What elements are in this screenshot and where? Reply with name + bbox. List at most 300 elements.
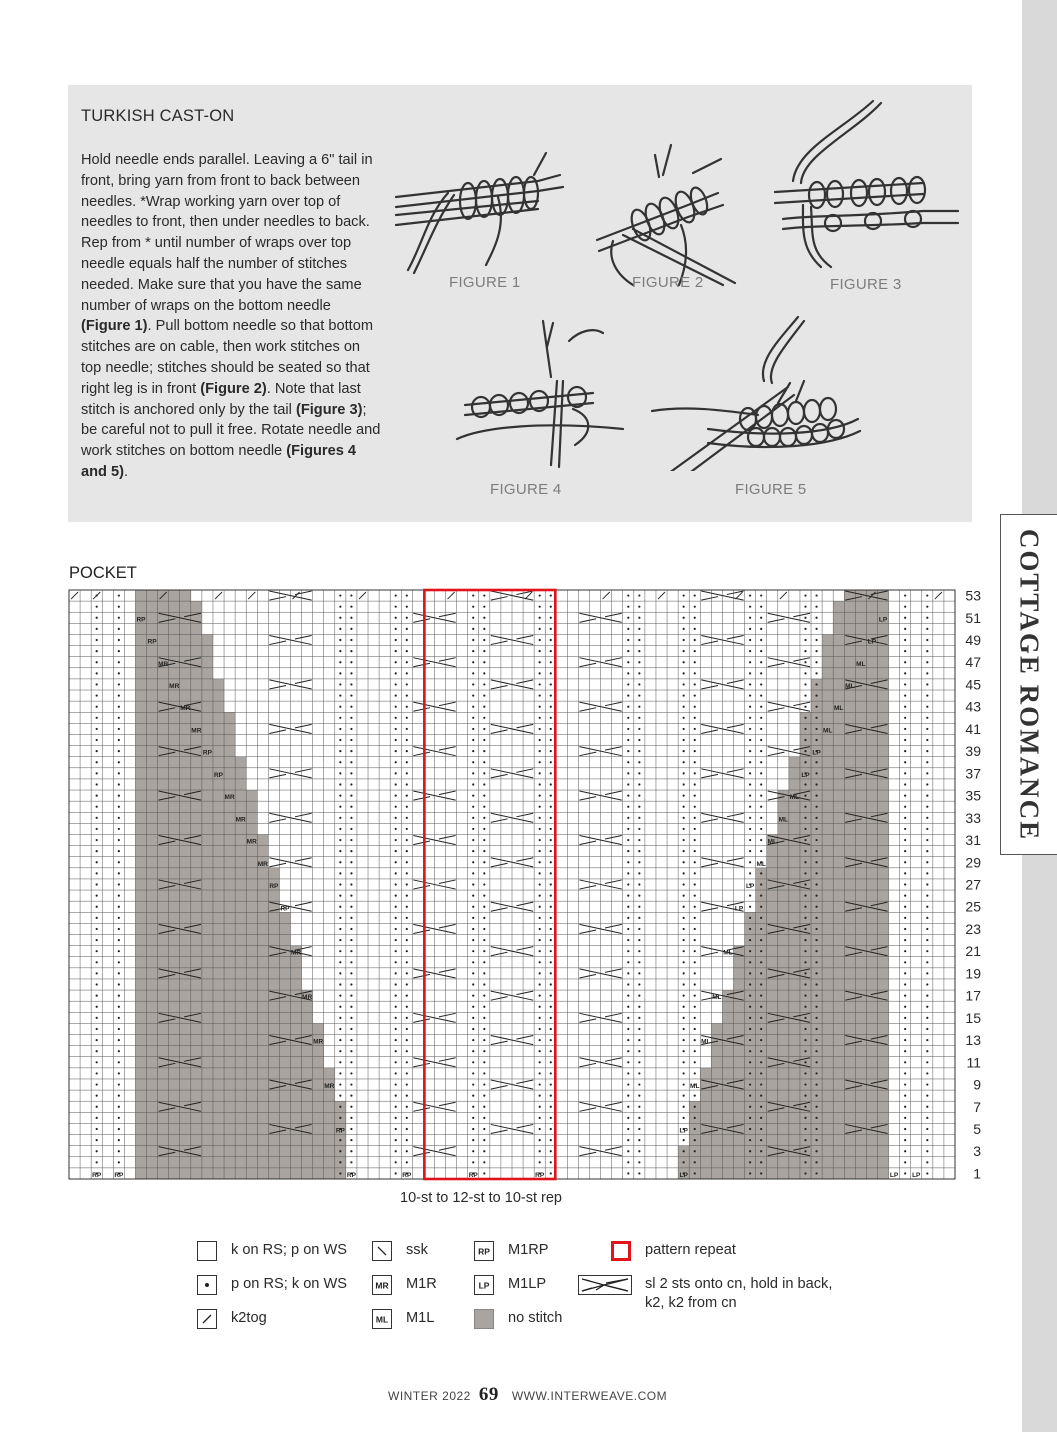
purl-dot [406,817,408,819]
purl-dot [804,672,806,674]
purl-dot [406,928,408,930]
purl-dot [339,1150,341,1152]
purl-dot [395,672,397,674]
purl-dot [904,1172,906,1174]
purl-dot [350,772,352,774]
purl-dot [395,1161,397,1163]
purl-dot [96,839,98,841]
purl-dot [804,983,806,985]
purl-dot [406,717,408,719]
no-stitch-cell [135,890,279,901]
purl-dot [472,1017,474,1019]
purl-dot [550,861,552,863]
purl-dot [749,806,751,808]
purl-dot [483,1095,485,1097]
purl-dot [749,683,751,685]
purl-dot [749,650,751,652]
purl-dot [96,872,98,874]
purl-dot [627,995,629,997]
purl-dot [760,683,762,685]
purl-dot [683,694,685,696]
purl-dot [638,961,640,963]
purl-dot [749,617,751,619]
purl-dot [694,917,696,919]
purl-dot [472,672,474,674]
purl-dot [406,1039,408,1041]
purl-dot [904,872,906,874]
purl-dot [749,983,751,985]
purl-dot [749,661,751,663]
purl-dot [638,1028,640,1030]
no-stitch-cell [135,1035,323,1046]
purl-dot [550,694,552,696]
purl-dot [904,728,906,730]
purl-dot [395,1072,397,1074]
purl-dot [749,1095,751,1097]
purl-dot [904,672,906,674]
purl-dot [550,628,552,630]
row-number: 33 [965,809,981,826]
purl-dot [804,895,806,897]
purl-dot [395,1006,397,1008]
purl-dot [550,617,552,619]
purl-dot [395,772,397,774]
purl-dot [550,1006,552,1008]
purl-dot [472,683,474,685]
purl-dot [683,1083,685,1085]
purl-dot [395,1139,397,1141]
purl-dot [749,639,751,641]
purl-dot [395,683,397,685]
purl-dot [339,639,341,641]
purl-dot [406,1072,408,1074]
legend-purl-label: p on RS; k on WS [231,1276,347,1292]
purl-dot [683,806,685,808]
purl-dot [118,706,120,708]
purl-dot [339,1006,341,1008]
purl-dot [804,1050,806,1052]
purl-dot [804,1095,806,1097]
chart-title: POCKET [69,564,137,582]
purl-dot [350,917,352,919]
purl-dot [904,1117,906,1119]
purl-dot [550,650,552,652]
purl-dot [406,639,408,641]
purl-dot [694,750,696,752]
purl-dot [350,617,352,619]
panel-title: TURKISH CAST-ON [81,107,235,125]
purl-dot [760,706,762,708]
purl-dot [406,839,408,841]
purl-dot [395,1017,397,1019]
purl-dot [395,783,397,785]
purl-dot [483,839,485,841]
purl-dot [350,1139,352,1141]
row-number: 39 [965,743,981,760]
increase-label: RP [535,1172,545,1179]
purl-dot [472,1128,474,1130]
purl-dot [683,683,685,685]
purl-dot [683,1150,685,1152]
purl-dot [539,917,541,919]
purl-dot [118,594,120,596]
purl-dot [472,594,474,596]
purl-dot [760,939,762,941]
purl-dot [350,739,352,741]
purl-dot [118,950,120,952]
purl-dot [904,750,906,752]
purl-dot [118,1072,120,1074]
svg-text:MR: MR [375,1280,389,1291]
purl-dot [395,628,397,630]
instruction-text: Hold needle ends parallel. Leaving a 6" tail in front, bring yarn from front to back between needles. *Wrap working yarn over top of needles to front, then under needles to back. Rep from * until number of wraps over top needle equals half the number of stitches needed. Make sure that you have the same number of wraps on the bottom needle [81,152,373,314]
purl-dot [118,1161,120,1163]
instruction-text: . [123,463,129,480]
purl-dot [339,683,341,685]
purl-dot [638,1128,640,1130]
purl-dot [749,1050,751,1052]
purl-dot [760,1083,762,1085]
purl-dot [627,739,629,741]
purl-dot [483,639,485,641]
purl-dot [749,1139,751,1141]
row-number: 13 [965,1032,981,1049]
row-number: 21 [965,943,981,960]
purl-dot [539,861,541,863]
purl-dot [926,728,928,730]
purl-dot [627,828,629,830]
purl-dot [483,1106,485,1108]
purl-dot [96,717,98,719]
purl-dot [539,906,541,908]
purl-dot [804,594,806,596]
purl-dot [483,861,485,863]
purl-dot [904,806,906,808]
increase-label: RP [147,638,157,646]
purl-dot [118,806,120,808]
purl-dot [96,1028,98,1030]
purl-dot [539,728,541,730]
purl-dot [96,828,98,830]
purl-dot [904,1072,906,1074]
purl-dot [472,1039,474,1041]
purl-dot [550,728,552,730]
purl-dot [627,972,629,974]
purl-dot [118,1117,120,1119]
purl-dot [815,828,817,830]
purl-dot [395,839,397,841]
purl-dot [550,606,552,608]
purl-dot [804,995,806,997]
no-stitch-cell [135,746,235,757]
m1r-key-icon [372,1275,392,1295]
purl-dot [339,1106,341,1108]
purl-dot [638,1150,640,1152]
purl-dot [395,872,397,874]
purl-dot [627,672,629,674]
purl-dot [638,1106,640,1108]
purl-dot [683,917,685,919]
no-stitch-cell [135,723,235,734]
purl-dot [539,806,541,808]
purl-dot [350,750,352,752]
purl-dot [926,1172,928,1174]
purl-dot [472,839,474,841]
purl-dot [339,1028,341,1030]
purl-dot [118,906,120,908]
purl-dot [472,817,474,819]
purl-dot [395,1117,397,1119]
increase-label: ML [723,949,733,957]
svg-text:RP: RP [478,1246,490,1257]
purl-dot [483,650,485,652]
purl-dot [926,706,928,708]
purl-dot [339,806,341,808]
purl-dot [904,950,906,952]
purl-dot [395,961,397,963]
purl-dot [339,694,341,696]
purl-dot [760,1006,762,1008]
purl-dot [118,883,120,885]
purl-dot [749,1072,751,1074]
purl-dot [804,739,806,741]
legend-cable-label: sl 2 sts onto cn, hold in back, k2, k2 from cn [645,1276,833,1311]
purl-dot [904,772,906,774]
row-number: 31 [965,832,981,849]
increase-label: LP [679,1172,688,1179]
purl-dot [638,995,640,997]
purl-dot [406,783,408,785]
purl-dot [118,928,120,930]
row-number: 11 [966,1054,981,1071]
purl-dot [683,672,685,674]
row-number: 51 [965,609,981,626]
purl-dot [350,861,352,863]
purl-dot [472,1072,474,1074]
purl-dot [683,606,685,608]
purl-dot [406,806,408,808]
purl-dot [483,683,485,685]
increase-label: MR [235,816,246,824]
purl-dot [395,594,397,596]
knit-key-icon [197,1241,217,1261]
purl-dot [638,817,640,819]
purl-dot [683,794,685,796]
purl-dot [760,983,762,985]
section-tab [1000,514,1057,855]
purl-dot [350,694,352,696]
purl-dot [339,739,341,741]
purl-dot [749,1083,751,1085]
purl-dot [926,650,928,652]
purl-dot [760,1150,762,1152]
purl-dot [749,1006,751,1008]
purl-key-icon [197,1275,217,1295]
purl-dot [483,806,485,808]
purl-dot [760,1028,762,1030]
purl-dot [395,883,397,885]
purl-dot [815,806,817,808]
purl-dot [694,761,696,763]
footer-issue: WINTER 2022 [388,1389,471,1403]
purl-dot [550,750,552,752]
purl-dot [406,739,408,741]
purl-dot [926,828,928,830]
purl-dot [815,1050,817,1052]
purl-dot [926,1128,928,1130]
figure-1-label: FIGURE 1 [449,274,521,291]
purl-dot [550,839,552,841]
purl-dot [118,672,120,674]
purl-dot [472,617,474,619]
purl-dot [406,850,408,852]
purl-dot [118,828,120,830]
purl-dot [96,694,98,696]
purl-dot [395,850,397,852]
purl-dot [694,694,696,696]
purl-dot [96,883,98,885]
purl-dot [550,817,552,819]
purl-dot [694,1095,696,1097]
purl-dot [96,683,98,685]
purl-dot [339,1072,341,1074]
purl-dot [749,861,751,863]
purl-dot [539,1128,541,1130]
purl-dot [627,750,629,752]
purl-dot [760,1161,762,1163]
purl-dot [638,739,640,741]
no-stitch-cell [135,1112,345,1123]
increase-label: ML [701,1038,711,1046]
purl-dot [395,972,397,974]
purl-dot [804,694,806,696]
purl-dot [804,606,806,608]
no-stitch-cell [135,1023,323,1034]
purl-dot [339,995,341,997]
purl-dot [904,995,906,997]
purl-dot [638,1095,640,1097]
purl-dot [395,717,397,719]
purl-dot [904,694,906,696]
purl-dot [627,883,629,885]
purl-dot [472,1028,474,1030]
purl-dot [118,1061,120,1063]
purl-dot [483,1139,485,1141]
purl-dot [96,1117,98,1119]
purl-dot [406,694,408,696]
purl-dot [760,995,762,997]
row-number: 37 [965,765,981,782]
purl-dot [96,972,98,974]
purl-dot [815,983,817,985]
purl-dot [627,1150,629,1152]
purl-dot [339,895,341,897]
purl-dot [118,1028,120,1030]
purl-dot [339,1050,341,1052]
purl-dot [694,972,696,974]
purl-dot [339,950,341,952]
purl-dot [395,661,397,663]
purl-dot [118,1095,120,1097]
no-stitch-cell [135,879,279,890]
purl-dot [406,683,408,685]
purl-dot [96,617,98,619]
purl-dot [539,594,541,596]
purl-dot [350,1150,352,1152]
purl-dot [406,1139,408,1141]
purl-dot [472,1150,474,1152]
purl-dot [627,594,629,596]
purl-dot [118,1050,120,1052]
purl-dot [804,872,806,874]
legend-pattern-repeat-label: pattern repeat [645,1242,736,1258]
purl-dot [550,761,552,763]
purl-dot [627,1117,629,1119]
purl-dot [539,895,541,897]
purl-dot [760,839,762,841]
purl-dot [926,1150,928,1152]
purl-dot [760,739,762,741]
increase-label: RP [202,749,212,757]
purl-dot [472,961,474,963]
purl-dot [350,1161,352,1163]
purl-dot [483,1083,485,1085]
purl-dot [406,883,408,885]
purl-dot [683,594,685,596]
purl-dot [683,850,685,852]
purl-dot [627,1161,629,1163]
purl-dot [804,783,806,785]
purl-dot [904,917,906,919]
purl-dot [683,1050,685,1052]
purl-dot [96,917,98,919]
purl-dot [804,750,806,752]
purl-dot [96,728,98,730]
purl-dot [350,661,352,663]
purl-dot [339,861,341,863]
no-stitch-cell [135,712,235,723]
purl-dot [550,683,552,685]
purl-dot [926,683,928,685]
purl-dot [483,961,485,963]
purl-dot [627,817,629,819]
purl-dot [926,661,928,663]
purl-dot [350,1017,352,1019]
no-stitch-cell [700,1079,888,1090]
increase-label: ML [712,994,722,1002]
purl-dot [760,761,762,763]
row-number: 49 [965,632,981,649]
purl-dot [760,972,762,974]
purl-dot [683,828,685,830]
purl-dot [118,694,120,696]
purl-dot [926,594,928,596]
purl-dot [483,1128,485,1130]
purl-dot [96,1061,98,1063]
purl-dot [472,928,474,930]
purl-dot [483,728,485,730]
purl-dot [815,995,817,997]
legend-m1l-label: M1L [406,1310,435,1326]
purl-dot [339,828,341,830]
row-number: 1 [973,1165,981,1182]
purl-dot [550,1139,552,1141]
no-stitch-cell [811,690,889,701]
purl-dot [683,728,685,730]
purl-dot [760,794,762,796]
purl-dot [638,828,640,830]
purl-dot [760,661,762,663]
